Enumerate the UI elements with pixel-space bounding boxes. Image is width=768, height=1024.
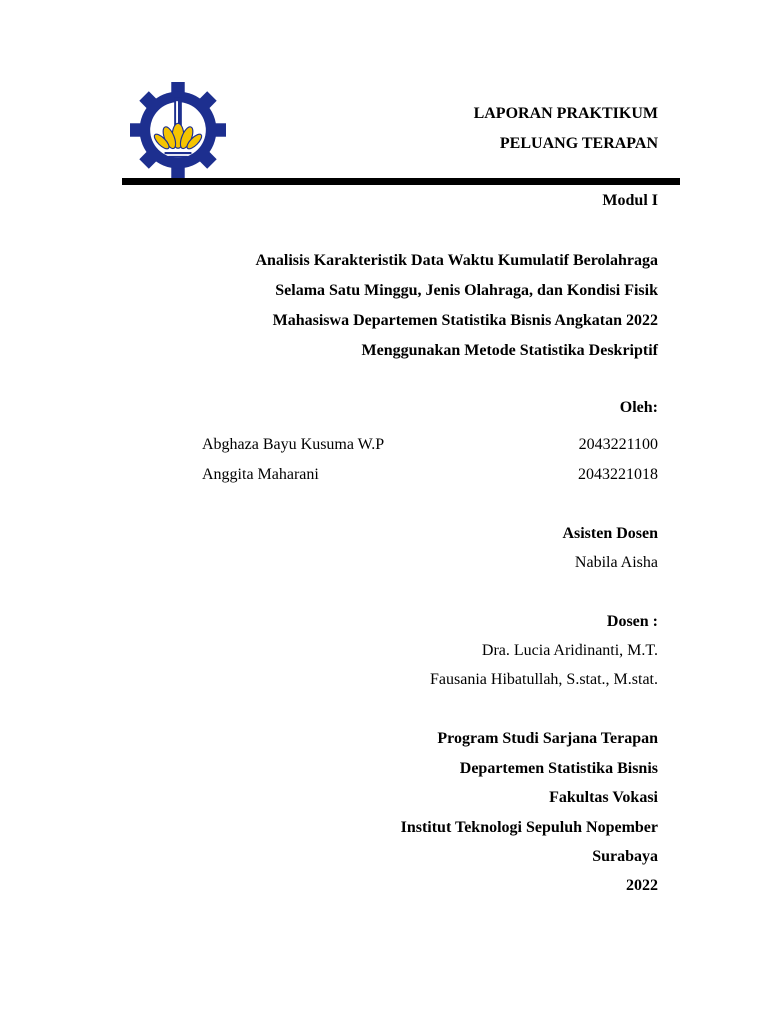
- faculty: Fakultas Vokasi: [549, 789, 658, 806]
- author-row: [202, 465, 658, 485]
- its-logo: [130, 82, 226, 178]
- author-id: 2043221100: [578, 436, 658, 453]
- author-name: Anggita Maharani: [202, 466, 319, 483]
- assistant-label: Asisten Dosen: [562, 525, 658, 542]
- lecturer-name: Dra. Lucia Aridinanti, M.T.: [481, 642, 658, 659]
- year: 2022: [626, 877, 658, 894]
- report-type-title: LAPORAN PRAKTIKUM: [473, 105, 658, 122]
- author-id: 2043221018: [578, 466, 658, 483]
- lecturer-name: Fausania Hibatullah, S.stat., M.stat.: [430, 671, 658, 688]
- department: Departemen Statistika Bisnis: [459, 760, 658, 777]
- header-divider: [122, 178, 680, 185]
- author-row: [202, 435, 658, 455]
- study-program: Program Studi Sarjana Terapan: [437, 730, 658, 747]
- report-title-line: Selama Satu Minggu, Jenis Olahraga, dan Kondisi Fisik: [275, 282, 658, 299]
- report-title-line: Analisis Karakteristik Data Waktu Kumulatif Berolahraga: [255, 252, 658, 269]
- institute: Institut Teknologi Sepuluh Nopember: [400, 819, 658, 836]
- assistant-name: Nabila Aisha: [574, 554, 658, 571]
- report-title-line: Menggunakan Metode Statistika Deskriptif: [361, 342, 658, 359]
- author-name: Abghaza Bayu Kusuma W.P: [202, 436, 385, 453]
- city: Surabaya: [592, 848, 658, 865]
- lecturers-label: Dosen :: [606, 613, 658, 630]
- authors-label: Oleh:: [619, 399, 658, 416]
- course-title: PELUANG TERAPAN: [499, 135, 658, 152]
- report-title-line: Mahasiswa Departemen Statistika Bisnis Angkatan 2022: [272, 312, 658, 329]
- module-label: Modul I: [602, 192, 658, 209]
